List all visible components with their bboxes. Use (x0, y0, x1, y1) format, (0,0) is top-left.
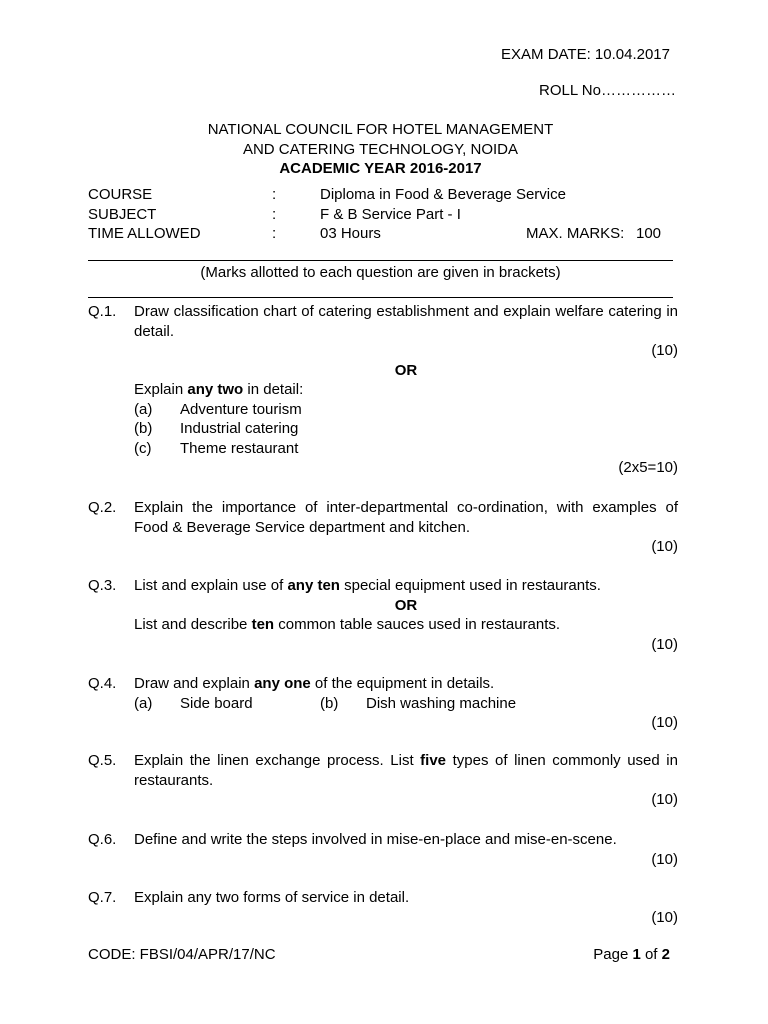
question-alt-text: Explain any two in detail: (134, 381, 304, 398)
option-text: Adventure tourism (180, 400, 302, 418)
time-value: 03 Hours (320, 225, 381, 242)
question-number: Q.2. (88, 499, 117, 516)
footer-code: CODE: FBSI/04/APR/17/NC (88, 946, 276, 963)
option-label: (c) (134, 439, 152, 457)
question-text: Explain the linen exchange process. List five types of linen commonly used in restaurants. (134, 752, 678, 789)
question-text: List and explain use of any ten special equipment used in restaurants. (134, 577, 601, 594)
option-row (134, 694, 678, 714)
max-marks-label: MAX. MARKS: (526, 225, 625, 242)
course-value: Diploma in Food & Beverage Service (320, 186, 566, 203)
question-3 (88, 576, 678, 654)
question-marks: (10) (651, 342, 678, 359)
option-a-label: (a) (134, 694, 153, 712)
course-label: COURSE (88, 186, 153, 203)
option-a (134, 400, 678, 420)
roll-number: ROLL No…………… (539, 82, 676, 99)
divider-bottom (88, 297, 673, 298)
question-text: Explain the importance of inter-departmental co-ordination, with examples of Food & Beverage Service department and kitchen. (134, 499, 678, 536)
question-text: Define and write the steps involved in mise-en-place and mise-en-scene. (134, 831, 617, 848)
divider-top (88, 260, 673, 261)
org-name-line1: NATIONAL COUNCIL FOR HOTEL MANAGEMENT (207, 121, 554, 138)
question-text: Draw and explain any one of the equipment in details. (134, 675, 495, 692)
question-marks: (10) (651, 714, 678, 731)
question-number: Q.7. (88, 889, 117, 906)
subject-label: SUBJECT (88, 206, 157, 223)
question-1 (88, 302, 678, 478)
option-text: Theme restaurant (180, 439, 299, 457)
question-alt-marks: (2x5=10) (618, 459, 678, 476)
question-alt-text: List and describe ten common table sauces used in restaurants. (134, 616, 561, 633)
question-number: Q.4. (88, 675, 117, 692)
question-marks: (10) (651, 850, 678, 868)
time-label: TIME ALLOWED (88, 225, 201, 242)
question-6 (88, 830, 678, 869)
question-7 (88, 888, 678, 927)
page-number: Page 1 of 2 (593, 946, 670, 963)
or-separator: OR (394, 596, 418, 614)
time-colon: : (272, 225, 277, 242)
question-text: Draw classification chart of catering establishment and explain welfare catering in detail. (134, 303, 678, 340)
question-marks: (10) (651, 635, 678, 653)
question-number: Q.3. (88, 577, 117, 594)
question-marks: (10) (651, 538, 678, 555)
option-a-text: Side board (180, 694, 253, 712)
question-text: Explain any two forms of service in detail. (134, 889, 410, 906)
option-c (134, 439, 678, 459)
max-marks-value: 100 (636, 225, 662, 242)
org-name-line2: AND CATERING TECHNOLOGY, NOIDA (242, 141, 519, 158)
option-label: (b) (134, 420, 153, 437)
question-number: Q.6. (88, 831, 117, 848)
question-5 (88, 751, 678, 810)
subject-value: F & B Service Part - I (320, 206, 461, 223)
question-marks: (10) (651, 791, 678, 808)
academic-year: ACADEMIC YEAR 2016-2017 (279, 160, 482, 177)
course-colon: : (272, 186, 277, 203)
question-number: Q.1. (88, 303, 117, 320)
question-marks: (10) (651, 908, 678, 926)
exam-date: EXAM DATE: 10.04.2017 (501, 46, 670, 63)
option-b-label: (b) (320, 694, 339, 712)
option-b-text: Dish washing machine (366, 694, 517, 712)
instructions: (Marks allotted to each question are given in brackets) (200, 264, 561, 281)
option-b (134, 419, 678, 439)
question-number: Q.5. (88, 752, 117, 769)
question-4 (88, 674, 678, 733)
or-separator: OR (394, 361, 418, 379)
option-text: Industrial catering (180, 420, 299, 437)
question-2 (88, 498, 678, 557)
subject-colon: : (272, 206, 277, 223)
option-label: (a) (134, 400, 153, 418)
